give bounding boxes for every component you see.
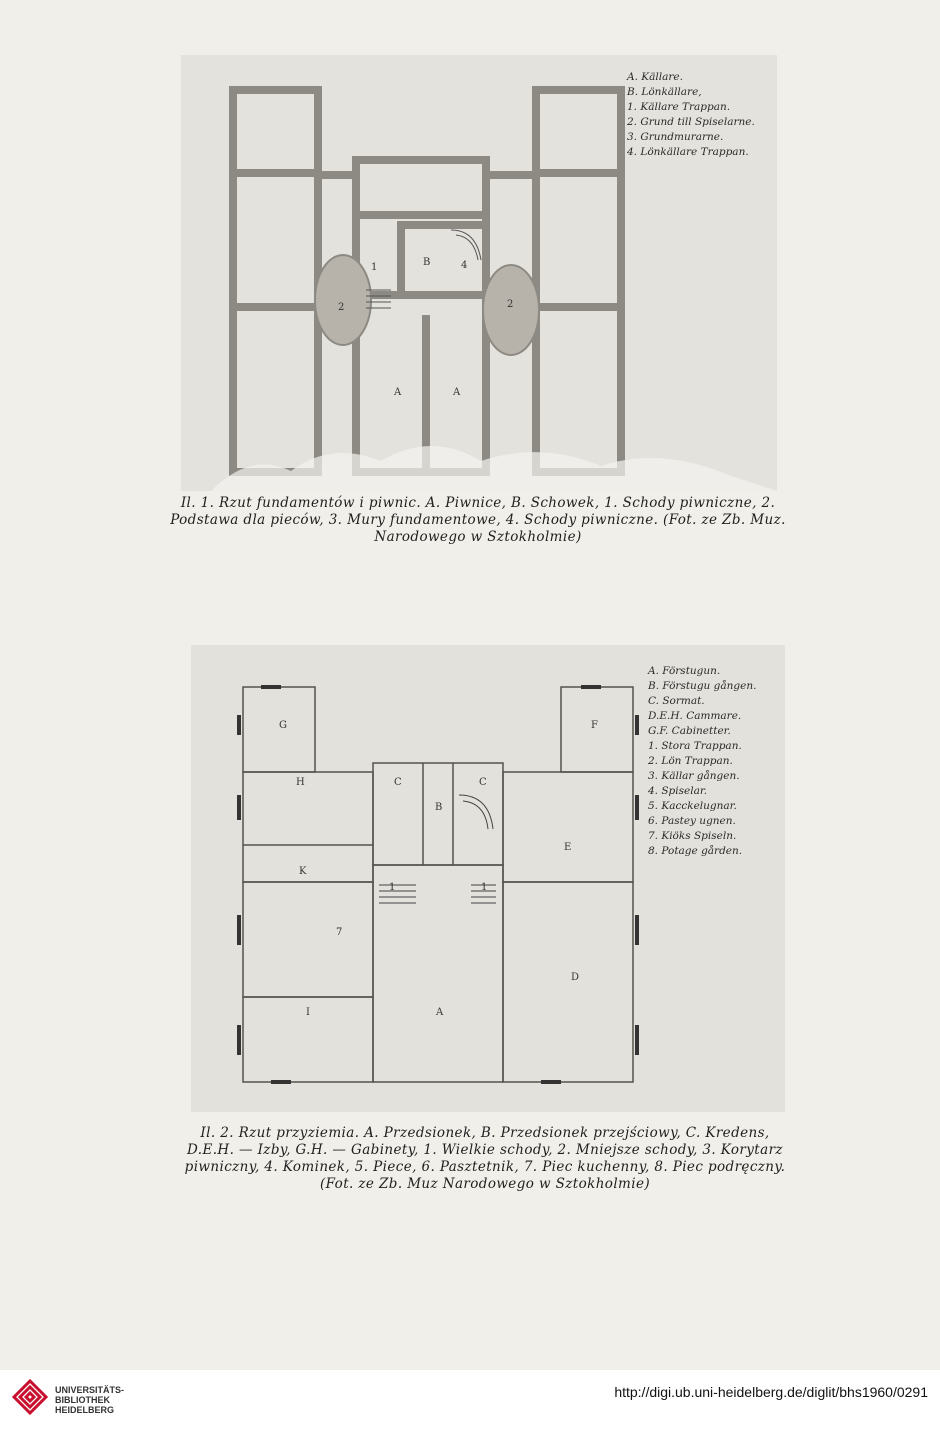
legend-item: C. Sormat. [648,695,705,707]
room-label-i: I [306,1007,310,1018]
figure-2-legend [648,664,756,859]
room-label-g: G [279,720,287,731]
legend-item: 7. Kiöks Spiseln. [648,830,737,842]
room-label-b: B [423,257,431,268]
legend-item: 4. Lönkällare Trappan. [627,146,749,158]
room-label-b: B [435,802,443,813]
legend-item: 1. Källare Trappan. [627,101,731,113]
room-label-a: A [436,1007,444,1018]
university-library-logo-icon [10,1377,50,1417]
room-label-h: H [296,777,305,788]
legend-item: 5. Kacckelugnar. [648,800,737,812]
room-label-7: 7 [336,927,343,938]
legend-item: 3. Källar gången. [648,770,740,782]
legend-item: 3. Grundmurarne. [627,131,724,143]
room-label-1-left: 1 [389,882,396,893]
legend-item: A. Källare. [627,71,683,83]
legend-item: 2. Lön Trappan. [648,755,733,767]
room-label-1-right: 1 [481,882,488,893]
room-label-2-right: 2 [507,299,514,310]
library-name-line: HEIDELBERG [55,1405,115,1415]
footer-bar [0,1370,940,1436]
library-name-line: UNIVERSITÄTS- [55,1385,125,1395]
legend-item: 8. Potage gården. [648,845,743,857]
legend-item: 2. Grund till Spiselarne. [627,116,755,128]
library-name-line: BIBLIOTHEK [55,1395,110,1405]
legend-item: 4. Spiselar. [648,785,708,797]
legend-item: 1. Stora Trappan. [648,740,742,752]
room-label-c-right: C [479,777,487,788]
library-name [55,1385,124,1415]
legend-item: G.F. Cabinetter. [648,725,731,737]
figure-2-caption: Il. 2. Rzut przyziemia. A. Przedsionek, B. Przedsionek przejściowy, C. Kredens, D.E.H. — Izby, G.H. — Gabinety, 1. Wielkie schody, 2. Mniejsze schody, 3. Korytarz piwniczny, 4. Kominek, 5. Piece, 6. Pasztetnik, 7. Piec kuchenny, 8. Piec podręczny. (Fot. ze Zb. Muz Narodowego w Sztokholmie) [184,1125,786,1192]
room-label-2-left: 2 [338,302,345,313]
room-label-c-left: C [394,777,402,788]
room-label-f: F [591,720,598,731]
legend-item: A. Förstugun. [648,665,721,677]
legend-item: B. Förstugu gången. [648,680,757,692]
room-label-4: 4 [461,260,468,271]
room-label-k: K [299,866,307,877]
room-label-d: D [571,972,580,983]
figure-1-legend [627,70,755,160]
room-label-e: E [564,842,572,853]
legend-item: D.E.H. Cammare. [648,710,742,722]
legend-item: 6. Pastey ugnen. [648,815,736,827]
legend-item: B. Lönkällare, [627,86,702,98]
digital-library-url-link[interactable]: http://digi.ub.uni-heidelberg.de/diglit/bhs1960/0291 [614,1384,928,1400]
room-label-a-left: A [394,387,402,398]
figure-1-caption: Il. 1. Rzut fundamentów i piwnic. A. Piwnice, B. Schowek, 1. Schody piwniczne, 2. Podstawa dla pieców, 3. Mury fundamentowe, 4. Schody piwniczne. (Fot. ze Zb. Muz. Narodowego w Sztokholmie) [170,495,786,545]
room-label-a-right: A [453,387,461,398]
room-label-1: 1 [371,262,378,273]
